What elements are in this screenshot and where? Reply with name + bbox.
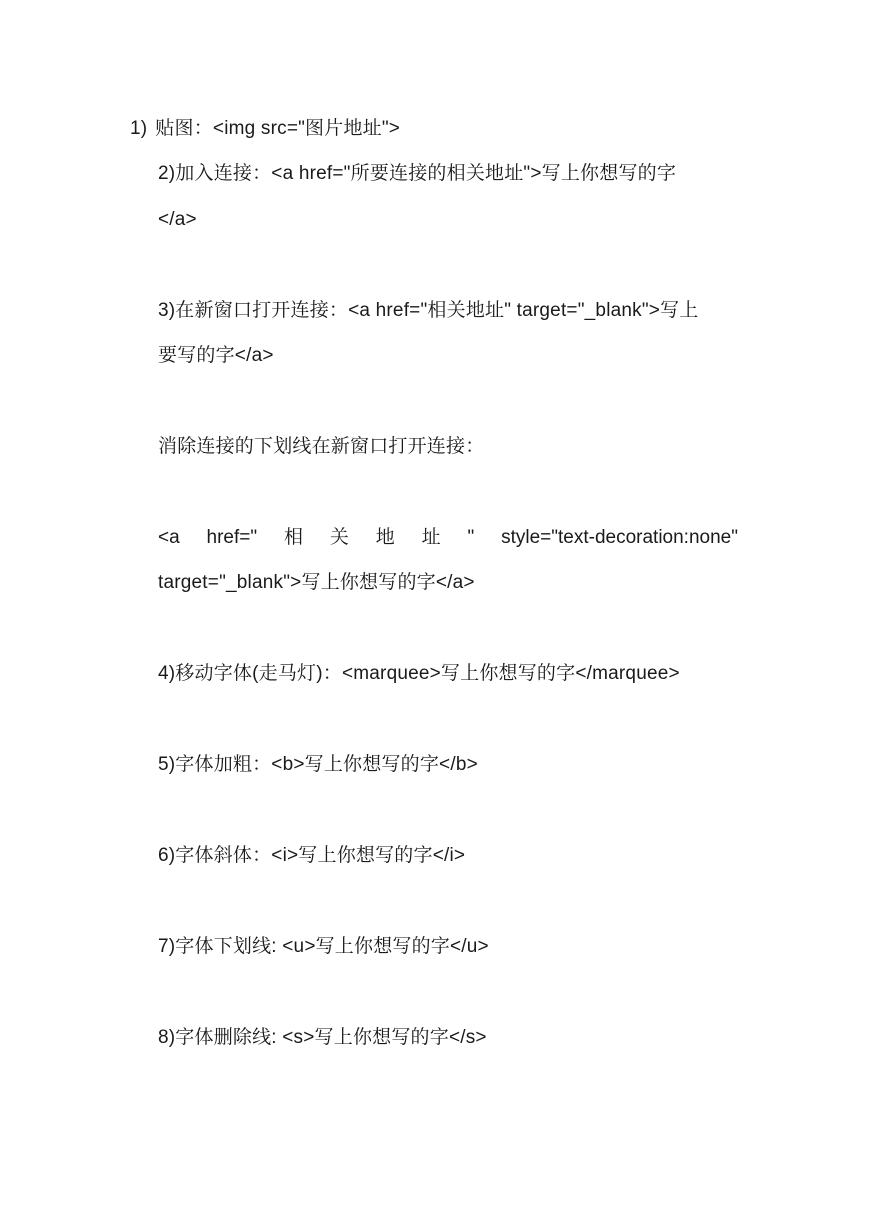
item-8: 8)字体删除线: <s>写上你想写的字</s> (158, 1027, 487, 1048)
code-token: " (467, 527, 475, 548)
code-token: 址 (421, 527, 441, 548)
item-2-line-2: </a> (158, 209, 197, 230)
item-1 (130, 117, 400, 141)
underline-removal-code-line-1 (158, 526, 738, 550)
code-token: 关 (329, 527, 349, 548)
code-token: 相 (283, 527, 303, 548)
underline-removal-code-line-2: target="_blank">写上你想写的字</a> (158, 572, 475, 593)
item-1-text: 贴图：<img src="图片地址"> (155, 118, 401, 139)
item-7: 7)字体下划线: <u>写上你想写的字</u> (158, 936, 489, 957)
code-token: <a (158, 527, 180, 548)
item-3-line-2: 要写的字</a> (158, 345, 274, 366)
underline-removal-heading: 消除连接的下划线在新窗口打开连接： (158, 436, 485, 457)
item-5: 5)字体加粗：<b>写上你想写的字</b> (158, 754, 478, 775)
item-2-line-1: 2)加入连接：<a href="所要连接的相关地址">写上你想写的字 (158, 163, 677, 184)
item-6: 6)字体斜体：<i>写上你想写的字</i> (158, 845, 466, 866)
code-token: href=" (206, 527, 258, 548)
item-4: 4)移动字体(走马灯)：<marquee>写上你想写的字</marquee> (158, 663, 680, 684)
code-token: 地 (375, 527, 395, 548)
item-1-marker: 1) (130, 118, 148, 139)
item-3-line-1: 3)在新窗口打开连接：<a href="相关地址" target="_blank">写上 (158, 300, 699, 321)
code-token: style="text-decoration:none" (501, 527, 738, 548)
